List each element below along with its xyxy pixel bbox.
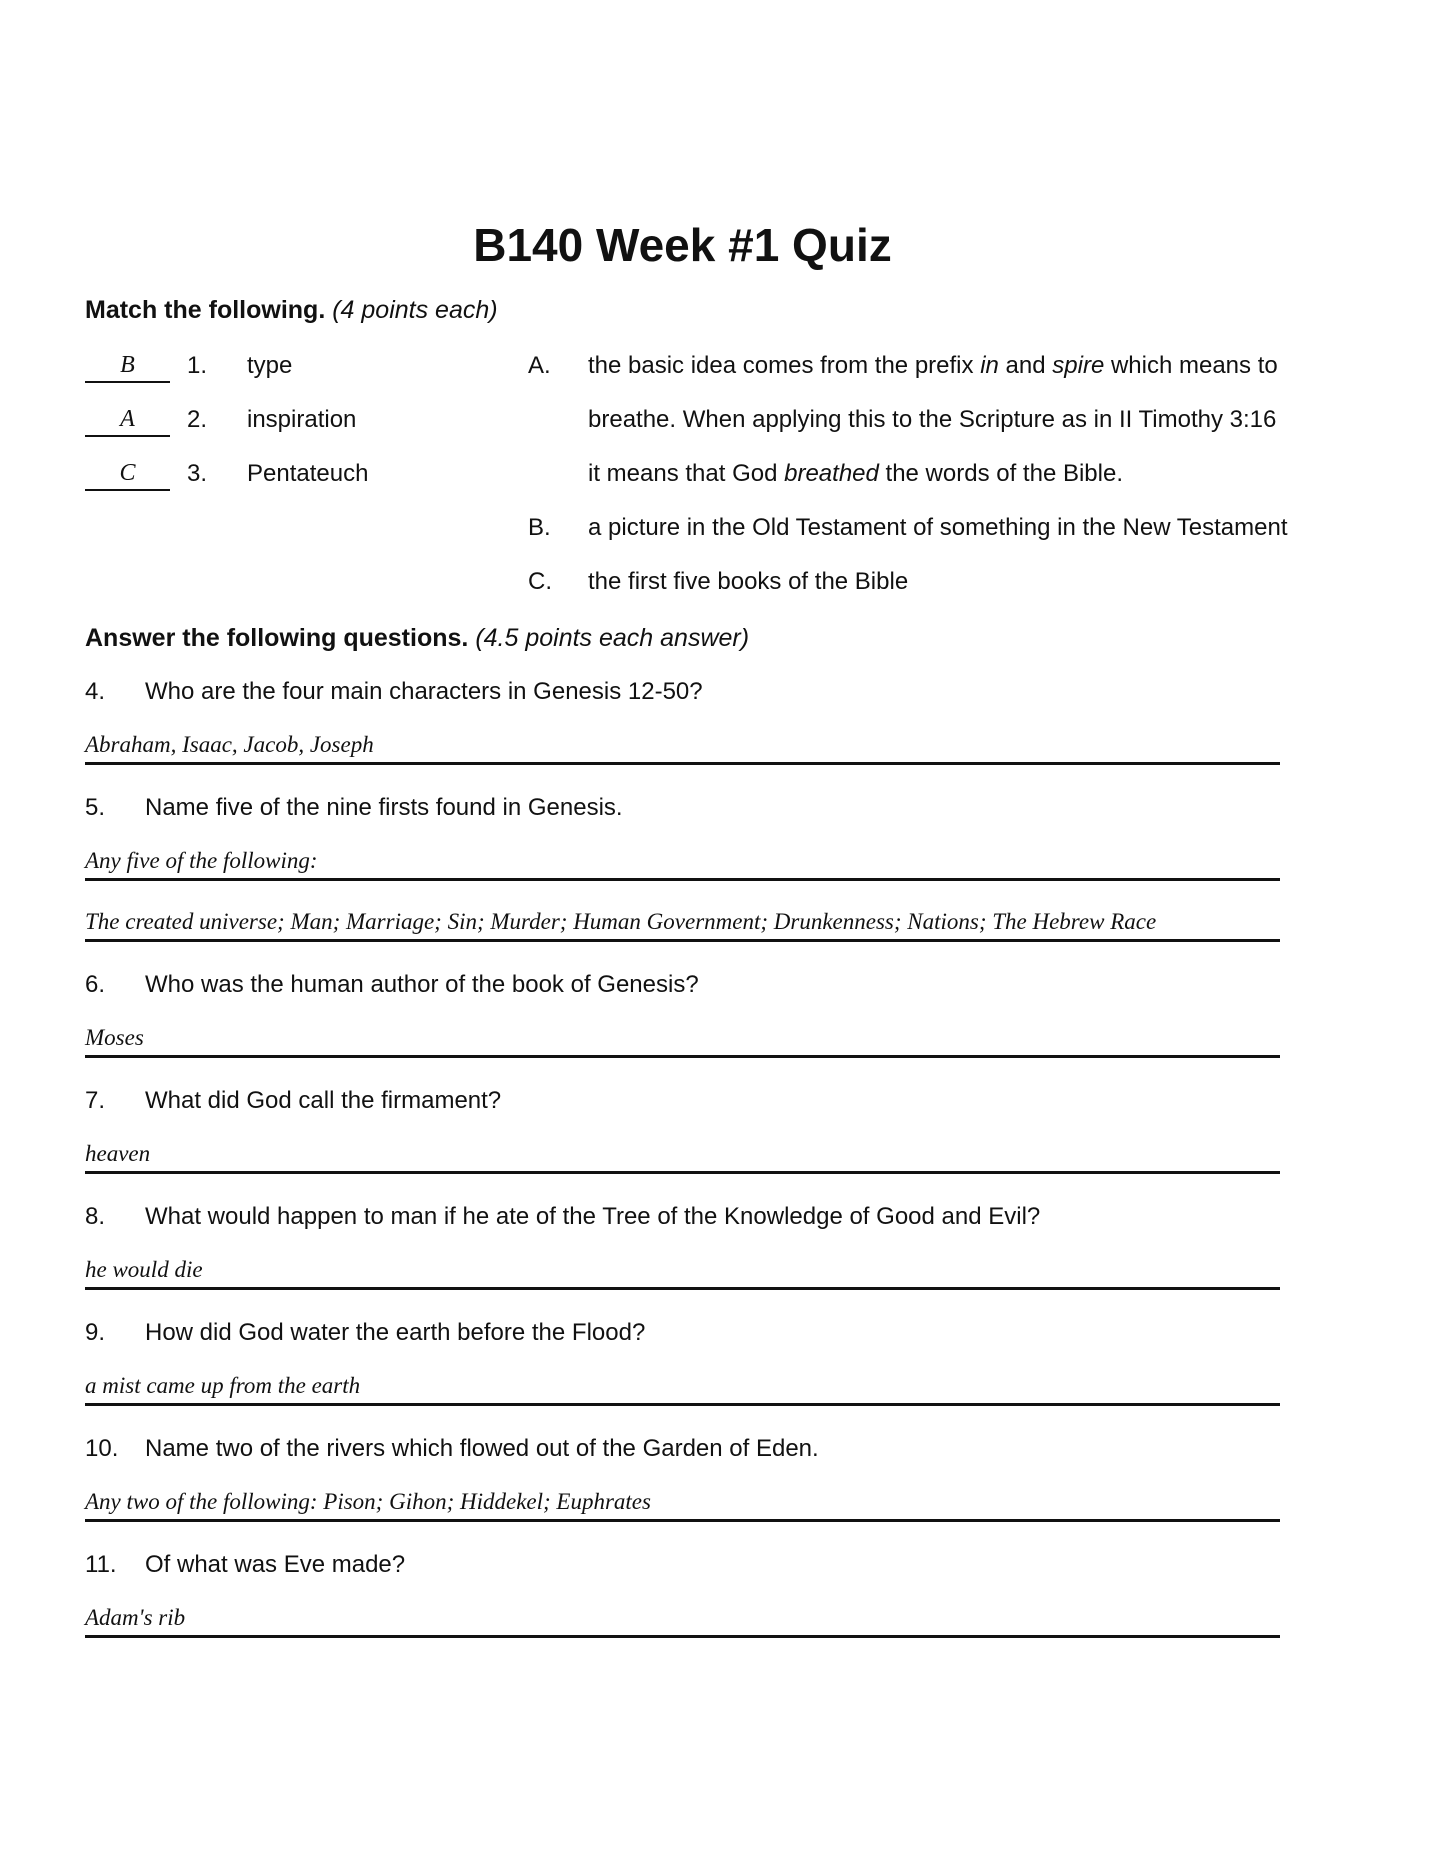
question-number: 10.	[85, 1435, 119, 1462]
answer-line: Moses	[85, 1021, 1280, 1058]
answer-line: Adam's rib	[85, 1601, 1280, 1638]
definition-a-line2: breathe. When applying this to the Scripture as in II Timothy 3:16	[588, 406, 1277, 433]
question-text: How did God water the earth before the Flood?	[145, 1319, 646, 1346]
page-title: B140 Week #1 Quiz	[473, 219, 892, 271]
question-text: Who are the four main characters in Genesis 12-50?	[145, 678, 703, 705]
answer-line: he would die	[85, 1253, 1280, 1290]
questions-heading	[85, 624, 749, 653]
answer-line: Abraham, Isaac, Jacob, Joseph	[85, 728, 1280, 765]
answer-line: a mist came up from the earth	[85, 1369, 1280, 1406]
question-number: 8.	[85, 1203, 106, 1230]
question-number: 5.	[85, 794, 106, 821]
definition-letter-b: B.	[528, 514, 551, 541]
match-number-1: 1.	[187, 352, 208, 379]
question-text: Who was the human author of the book of Genesis?	[145, 971, 699, 998]
question-text: What would happen to man if he ate of the Tree of the Knowledge of Good and Evil?	[145, 1203, 1041, 1230]
match-number-2: 2.	[187, 406, 208, 433]
answer-line: The created universe; Man; Marriage; Sin; Murder; Human Government; Drunkenness; Nations; The Hebrew Race	[85, 905, 1280, 942]
matching-points: (4 points each)	[332, 296, 498, 324]
definition-b: a picture in the Old Testament of something in the New Testament	[588, 514, 1288, 541]
answer-line: heaven	[85, 1137, 1280, 1174]
questions-points: (4.5 points each answer)	[475, 624, 750, 652]
answer-line: Any two of the following: Pison; Gihon; Hiddekel; Euphrates	[85, 1485, 1280, 1522]
answer-line: Any five of the following:	[85, 844, 1280, 881]
matching-heading	[85, 296, 498, 325]
match-number-3: 3.	[187, 460, 208, 487]
definition-c: the first five books of the Bible	[588, 568, 909, 595]
question-text: Of what was Eve made?	[145, 1551, 406, 1578]
definition-a-line3: it means that God breathed the words of the Bible.	[588, 460, 1123, 487]
questions-heading-text: Answer the following questions.	[85, 624, 469, 652]
question-number: 7.	[85, 1087, 106, 1114]
question-number: 11.	[85, 1551, 117, 1578]
definition-letter-a: A.	[528, 352, 551, 379]
question-text: What did God call the firmament?	[145, 1087, 502, 1114]
match-answer-1: B	[85, 349, 170, 383]
match-term-2: inspiration	[247, 406, 357, 433]
question-text: Name two of the rivers which flowed out of the Garden of Eden.	[145, 1435, 819, 1462]
question-number: 4.	[85, 678, 106, 705]
match-term-1: type	[247, 352, 293, 379]
match-answer-3: C	[85, 457, 170, 491]
match-answer-2: A	[85, 403, 170, 437]
definition-letter-c: C.	[528, 568, 552, 595]
definition-a-line1: the basic idea comes from the prefix in and spire which means to	[588, 352, 1278, 379]
question-text: Name five of the nine firsts found in Genesis.	[145, 794, 623, 821]
question-number: 6.	[85, 971, 106, 998]
question-number: 9.	[85, 1319, 106, 1346]
matching-heading-text: Match the following.	[85, 296, 326, 324]
match-term-3: Pentateuch	[247, 460, 369, 487]
